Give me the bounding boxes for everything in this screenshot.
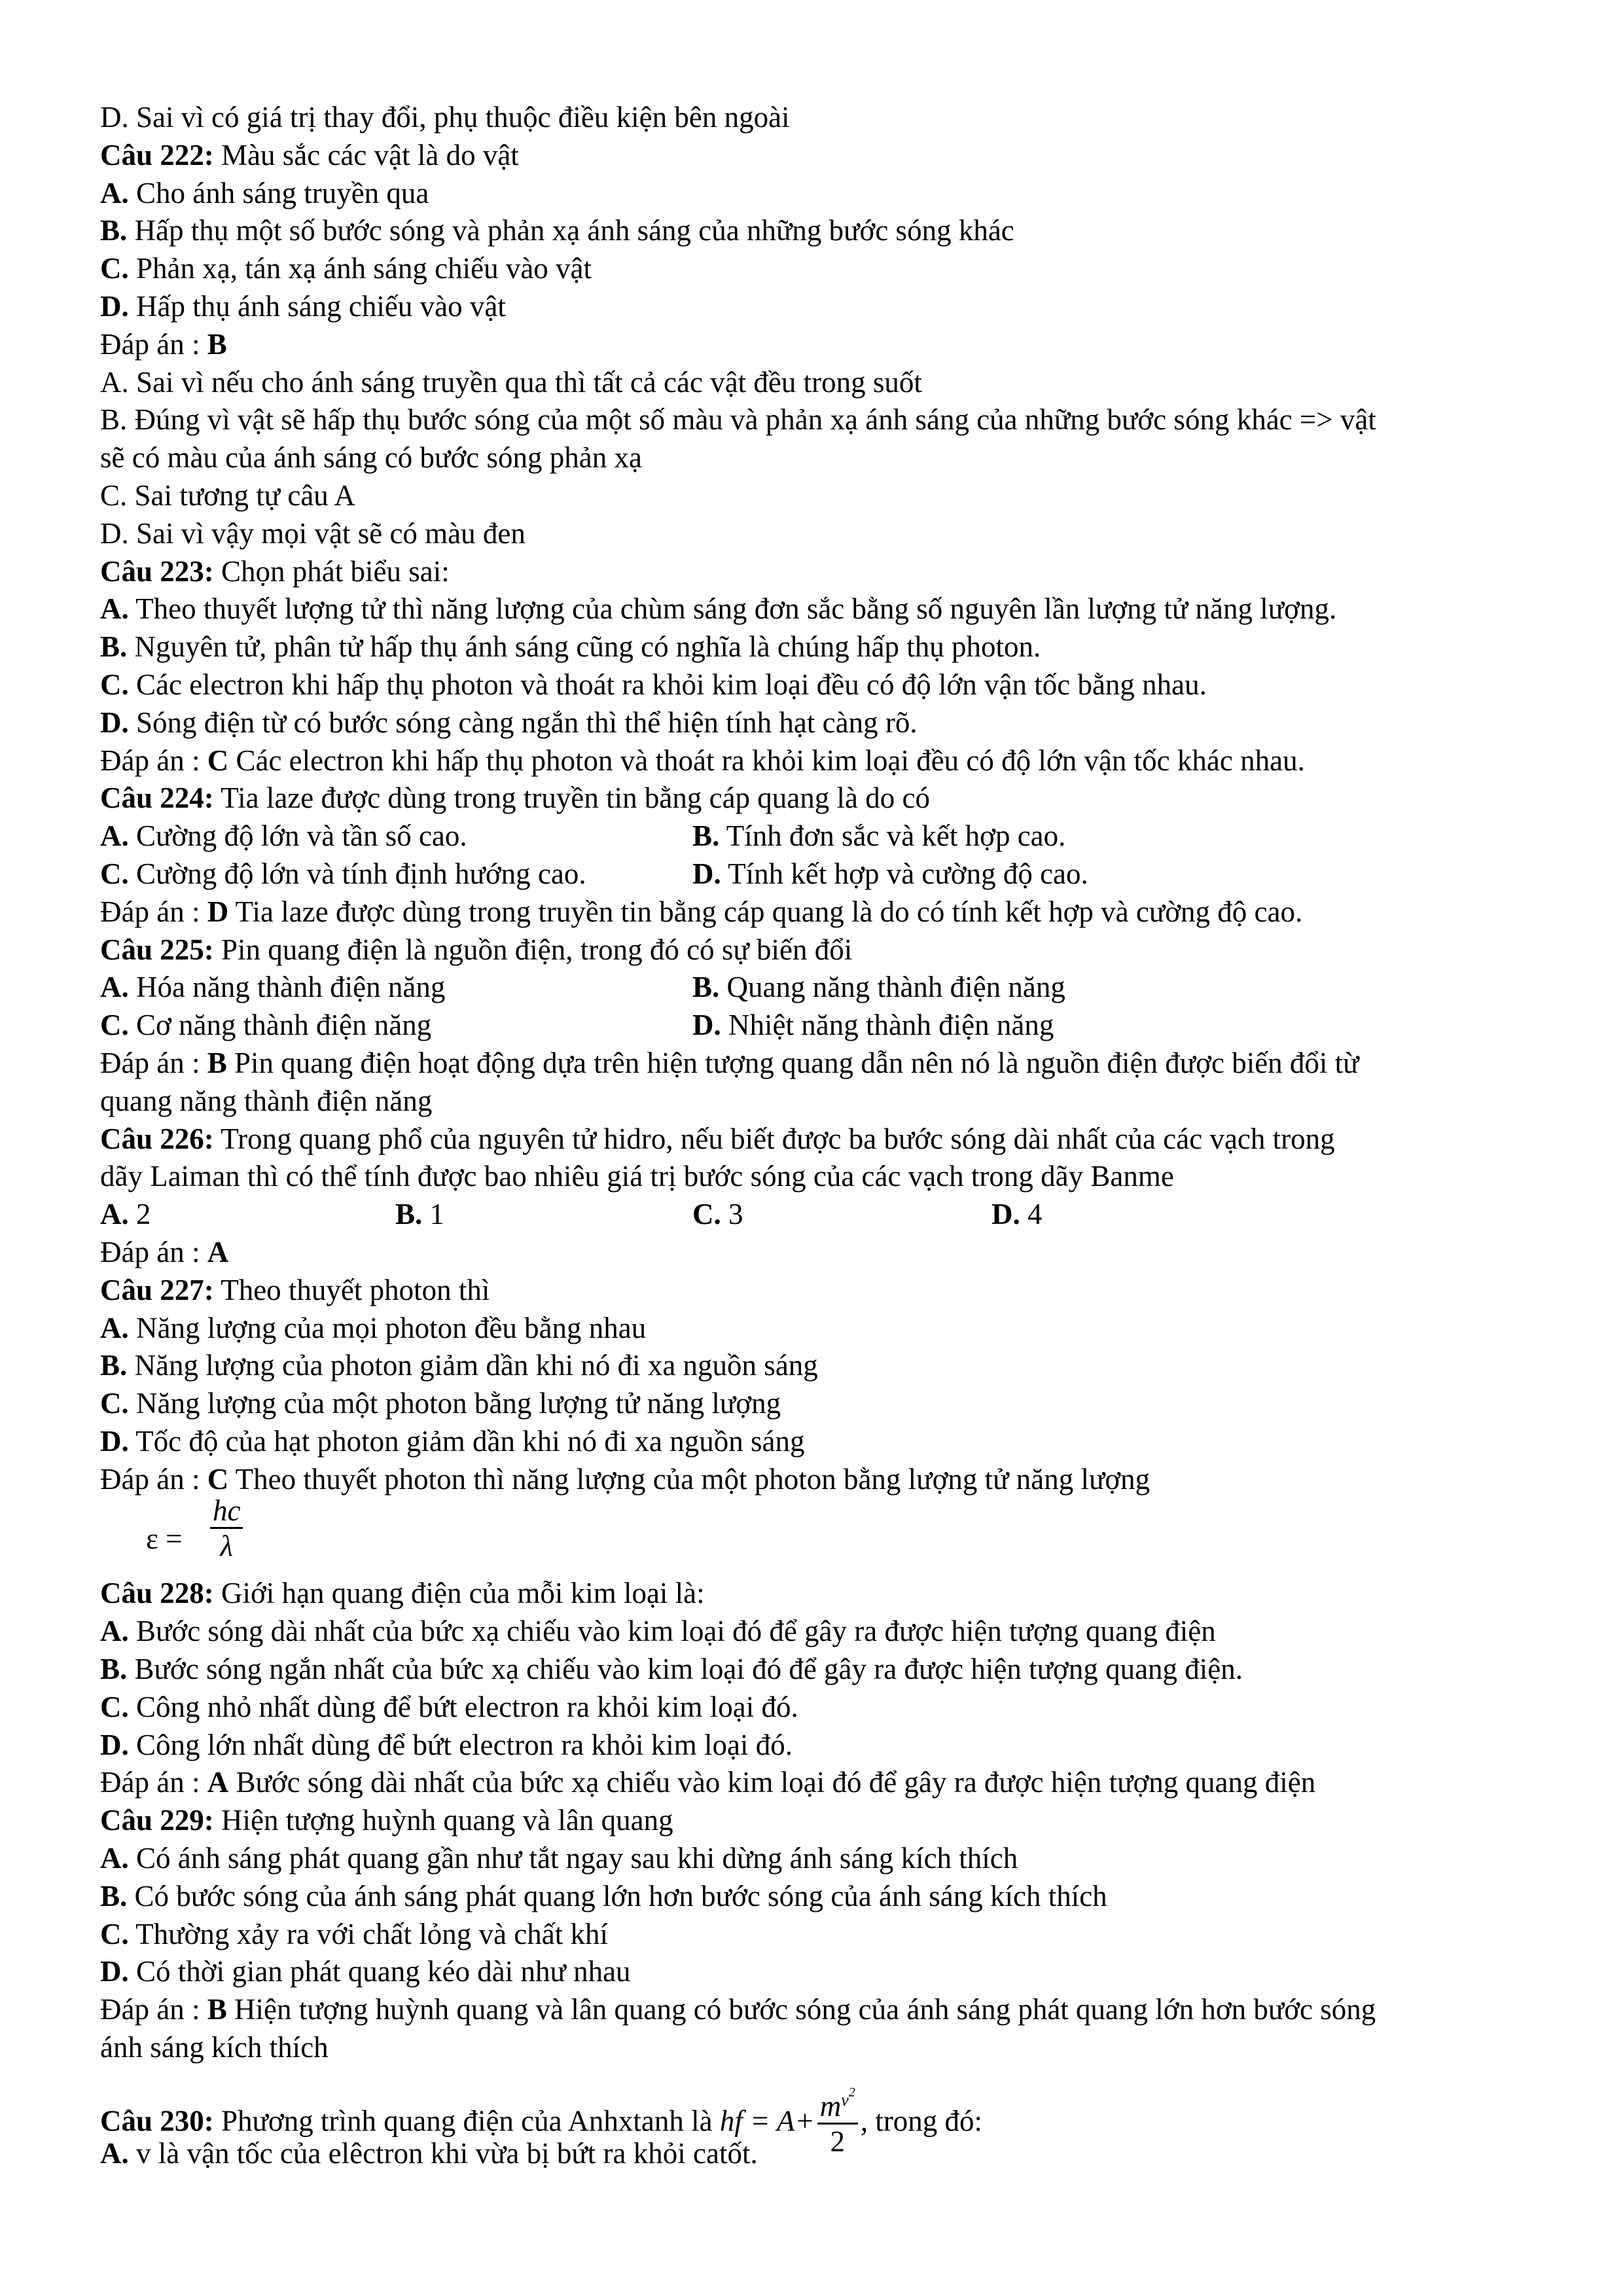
text-line <box>100 1878 1540 1916</box>
text-line <box>100 1121 1540 1158</box>
text-span: 1 <box>422 1198 445 1231</box>
option <box>100 1196 151 1234</box>
bold-label: C. <box>100 1387 129 1420</box>
text-span: Có ánh sáng phát quang gần như tắt ngay sau khi dừng ánh sáng kích thích <box>128 1842 1018 1875</box>
text-span: Quang năng thành điện năng <box>719 971 1065 1004</box>
bold-label: B <box>207 327 227 361</box>
text-line <box>100 439 1540 477</box>
bold-label: C. <box>100 1917 129 1950</box>
option-row <box>100 1007 1540 1045</box>
text-line <box>100 175 1540 213</box>
bold-label: C <box>207 1462 229 1496</box>
text-span: Năng lượng của mọi photon đều bằng nhau <box>128 1311 647 1344</box>
text-span: Theo thuyết photon thì <box>213 1273 490 1306</box>
text-line <box>100 401 1540 439</box>
bold-label: D. <box>100 1424 129 1458</box>
text-line <box>100 477 1540 515</box>
text-span: Cường độ lớn và tính định hướng cao. <box>128 857 586 890</box>
text-span: Công nhỏ nhất dùng để bứt electron ra khỏi kim loại đó. <box>128 1690 798 1723</box>
text-line <box>100 1385 1540 1423</box>
bold-label: B. <box>692 819 720 853</box>
bold-label: A. <box>100 819 129 853</box>
text-line <box>100 1764 1540 1802</box>
denominator: 2 <box>830 2125 846 2158</box>
option-row <box>100 855 1540 893</box>
text-line <box>100 1310 1540 1348</box>
bold-label: C. <box>692 1198 721 1231</box>
text-span: Hấp thụ ánh sáng chiếu vào vật <box>128 289 506 323</box>
text-span: Năng lượng của một photon bằng lượng tử năng lượng <box>128 1387 781 1420</box>
option-row <box>100 817 1540 855</box>
bold-label: D. <box>100 289 129 323</box>
text-span: Đáp án : <box>100 327 207 361</box>
text-span: D. Sai vì vậy mọi vật sẽ có màu đen <box>100 516 526 550</box>
text-line <box>100 590 1540 628</box>
text-span: Đáp án : <box>100 1462 207 1496</box>
option <box>692 817 1065 855</box>
bold-label: Câu 229: <box>100 1804 214 1837</box>
formula-epsilon <box>100 1494 1540 1575</box>
bold-label: Câu 230: <box>100 2104 214 2138</box>
bold-label: Câu 224: <box>100 781 214 815</box>
bold-label: Câu 225: <box>100 933 214 966</box>
text-line <box>100 1234 1540 1272</box>
bold-label: B. <box>395 1198 423 1231</box>
bold-label: Câu 227: <box>100 1273 214 1306</box>
text-span: Giới hạn quang điện của mỗi kim loại là: <box>213 1577 705 1610</box>
text-line <box>100 780 1540 817</box>
text-line <box>100 515 1540 553</box>
text-span: dãy Laiman thì có thể tính được bao nhiêu giá trị bước sóng của các vạch trong dãy Banme <box>100 1160 1174 1193</box>
fraction <box>210 1494 243 1563</box>
text-line <box>100 1840 1540 1878</box>
bold-label: D. <box>692 1009 721 1042</box>
text-span: , trong đó: <box>860 2104 983 2138</box>
text-line <box>100 1916 1540 1954</box>
bold-label: A <box>207 1766 229 1799</box>
text-line <box>100 212 1540 250</box>
text-line <box>100 1347 1540 1385</box>
text-span: Hiện tượng huỳnh quang và lân quang có bước sóng của ánh sáng phát quang lớn hơn bước sóng <box>226 1993 1376 2026</box>
option <box>692 1007 1054 1045</box>
text-span: Thường xảy ra với chất lỏng và chất khí <box>128 1917 608 1950</box>
text-span: Năng lượng của photon giảm dần khi nó đi xa nguồn sáng <box>127 1349 818 1382</box>
bold-label: C. <box>100 1009 129 1042</box>
text-span: Hấp thụ một số bước sóng và phản xạ ánh sáng của những bước sóng khác <box>127 214 1014 247</box>
option <box>991 1196 1043 1234</box>
bold-label: A. <box>100 1198 129 1231</box>
bold-label: D <box>207 895 229 928</box>
option <box>395 1196 444 1234</box>
bold-label: C. <box>100 857 129 890</box>
text-line <box>100 1575 1540 1613</box>
bold-label: B. <box>100 1653 128 1686</box>
text-span: C. Sai tương tự câu A <box>100 478 356 512</box>
text-span: ánh sáng kích thích <box>100 2031 329 2064</box>
text-line <box>100 1045 1540 1083</box>
option <box>692 969 1065 1007</box>
bold-label: Câu 223: <box>100 554 214 588</box>
text-span: Nhiệt năng thành điện năng <box>721 1009 1054 1042</box>
text-span: Theo thuyết lượng tử thì năng lượng của chùm sáng đơn sắc bằng số nguyên lần lượng tử năng lượng. <box>128 592 1337 626</box>
text-line <box>100 1727 1540 1765</box>
text-span: sẽ có màu của ánh sáng có bước sóng phản xạ <box>100 441 642 475</box>
text-line <box>100 250 1540 288</box>
bold-label: D. <box>692 857 721 890</box>
text-span: Bước sóng dài nhất của bức xạ chiếu vào kim loại đó để gây ra được hiện tượng quang điện <box>128 1615 1216 1648</box>
text-span: Tính kết hợp và cường độ cao. <box>721 857 1088 890</box>
text-line <box>100 666 1540 704</box>
text-line <box>100 288 1540 326</box>
text-line <box>100 1272 1540 1310</box>
text-span: Đáp án : <box>100 1993 207 2026</box>
text-span: Các electron khi hấp thụ photon và thoát ra khỏi kim loại đều có độ lớn vận tốc khác nhau. <box>228 744 1305 777</box>
text-span: Công lớn nhất dùng để bứt electron ra khỏi kim loại đó. <box>128 1728 793 1761</box>
bold-label: B <box>207 1046 227 1079</box>
text-line <box>100 628 1540 666</box>
text-span: Đáp án : <box>100 1046 207 1079</box>
text-span: Pin quang điện hoạt động dựa trên hiện tượng quang dẫn nên nó là nguồn điện được biến đổi từ <box>226 1046 1359 1079</box>
bold-label: A. <box>100 176 129 209</box>
text-line <box>100 1423 1540 1461</box>
text-line <box>100 1651 1540 1689</box>
bold-label: A. <box>100 1311 129 1344</box>
text-line <box>100 931 1540 969</box>
text-line <box>100 1689 1540 1727</box>
text-span: Hóa năng thành điện năng <box>128 971 446 1004</box>
text-span: quang năng thành điện năng <box>100 1084 433 1117</box>
text-span: Trong quang phổ của nguyên tử hidro, nếu biết được ba bước sóng dài nhất của các vạch trong <box>213 1122 1335 1155</box>
option <box>100 855 586 893</box>
bold-label: B. <box>100 1879 128 1912</box>
bold-label: A. <box>100 592 129 626</box>
text-line <box>100 1991 1540 2029</box>
text-line <box>100 893 1540 931</box>
superscript-v: v <box>841 2090 849 2109</box>
text-span: 2 <box>128 1198 151 1231</box>
bold-label: D. <box>991 1198 1020 1231</box>
text-span: Có thời gian phát quang kéo dài như nhau <box>128 1955 631 1988</box>
bold-label: A. <box>100 2136 129 2170</box>
text-span: Tính đơn sắc và kết hợp cao. <box>719 819 1066 853</box>
text-line <box>100 1461 1540 1499</box>
text-line <box>100 2135 1540 2173</box>
bold-label: B. <box>100 214 128 247</box>
bold-label: B. <box>100 1349 128 1382</box>
option-row <box>100 1196 1540 1234</box>
text-line <box>100 1613 1540 1651</box>
text-span: 4 <box>1020 1198 1043 1231</box>
option <box>692 855 1088 893</box>
bold-label: C <box>207 744 229 777</box>
bold-label: D. <box>100 1955 129 1988</box>
text-span: Đáp án : <box>100 1235 207 1268</box>
option <box>100 1007 431 1045</box>
text-line <box>100 1158 1540 1196</box>
text-span: Phản xạ, tán xạ ánh sáng chiếu vào vật <box>128 252 592 285</box>
bold-label: D. <box>100 706 129 739</box>
text-span: A. Sai vì nếu cho ánh sáng truyền qua thì tất cả các vật đều trong suốt <box>100 365 922 399</box>
text-span: Tia laze được dùng trong truyền tin bằng cáp quang là do có <box>213 781 930 815</box>
text-span: D. Sai vì có giá trị thay đổi, phụ thuộc điều kiện bên ngoài <box>100 101 790 134</box>
text-span: 3 <box>721 1198 743 1231</box>
text-line <box>100 704 1540 742</box>
option <box>100 817 467 855</box>
text-span: Đáp án : <box>100 1766 207 1799</box>
text-line <box>100 99 1540 137</box>
text-line <box>100 1953 1540 1991</box>
text-span: Bước sóng ngắn nhất của bức xạ chiếu vào kim loại đó để gây ra được hiện tượng quang điện. <box>127 1653 1243 1686</box>
text-span: Phương trình quang điện của Anhxtanh là <box>213 2104 720 2138</box>
bold-label: B <box>207 1993 227 2026</box>
text-span: Màu sắc các vật là do vật <box>213 138 519 171</box>
bold-label: Câu 222: <box>100 138 214 171</box>
bold-label: A. <box>100 1615 129 1648</box>
bold-label: Câu 228: <box>100 1577 214 1610</box>
text-line <box>100 326 1540 364</box>
text-line <box>100 364 1540 402</box>
text-span: Theo thuyết photon thì năng lượng của một photon bằng lượng tử năng lượng <box>228 1462 1150 1496</box>
denominator: λ <box>220 1530 233 1563</box>
option <box>100 969 445 1007</box>
text-span: Pin quang điện là nguồn điện, trong đó có sự biến đổi <box>213 933 853 966</box>
bold-label: A. <box>100 1842 129 1875</box>
text-line <box>100 553 1540 591</box>
text-line <box>100 2029 1540 2067</box>
text-line <box>100 137 1540 175</box>
bold-label: B. <box>100 630 128 664</box>
text-span: Đáp án : <box>100 744 207 777</box>
bold-label: B. <box>692 971 720 1004</box>
bold-label: C. <box>100 252 129 285</box>
numerator <box>817 2084 858 2125</box>
bold-label: Câu 226: <box>100 1122 214 1155</box>
text-span: Chọn phát biểu sai: <box>213 554 450 588</box>
text-span: Có bước sóng của ánh sáng phát quang lớn hơn bước sóng của ánh sáng kích thích <box>127 1879 1107 1912</box>
text-span: Cơ năng thành điện năng <box>128 1009 432 1042</box>
text-span: v là vận tốc của elêctron khi vừa bị bứt ra khỏi catốt. <box>128 2136 758 2170</box>
bold-label: C. <box>100 668 129 701</box>
option <box>692 1196 743 1234</box>
text-span: Các electron khi hấp thụ photon và thoát ra khỏi kim loại đều có độ lớn vận tốc bằng nhau. <box>128 668 1207 701</box>
text-span: B. Đúng vì vật sẽ hấp thụ bước sóng của một số màu và phản xạ ánh sáng của những bước sóng khác => vật <box>100 403 1376 437</box>
text-line <box>100 1802 1540 1840</box>
text-span: Hiện tượng huỳnh quang và lân quang <box>213 1804 673 1837</box>
text-span: Bước sóng dài nhất của bức xạ chiếu vào kim loại đó để gây ra được hiện tượng quang điện <box>228 1766 1316 1799</box>
text-span: Tia laze được dùng trong truyền tin bằng cáp quang là do có tính kết hợp và cường độ cao. <box>228 895 1303 928</box>
option-row <box>100 969 1540 1007</box>
text-span: Nguyên tử, phân tử hấp thụ ánh sáng cũng có nghĩa là chúng hấp thụ photon. <box>127 630 1041 664</box>
text-line <box>100 742 1540 780</box>
text-span: Sóng điện từ có bước sóng càng ngắn thì thể hiện tính hạt càng rõ. <box>128 706 918 739</box>
text-span: Cho ánh sáng truyền qua <box>128 176 429 209</box>
formula-lhs: hf = A+ <box>719 2104 815 2138</box>
bold-label: D. <box>100 1728 129 1761</box>
bold-label: A. <box>100 971 129 1004</box>
formula-lhs: ε = <box>146 1522 183 1556</box>
document-page <box>100 99 1540 2173</box>
numerator-m: m <box>819 2089 842 2123</box>
text-line <box>100 1083 1540 1121</box>
bold-label: A <box>207 1235 229 1268</box>
bold-label: C. <box>100 1690 129 1723</box>
text-span: Tốc độ của hạt photon giảm dần khi nó đi xa nguồn sáng <box>128 1424 805 1458</box>
text-span: Đáp án : <box>100 895 207 928</box>
text-span: Cường độ lớn và tần số cao. <box>128 819 467 853</box>
numerator: hc <box>210 1494 243 1529</box>
superscript-2: 2 <box>848 2085 855 2100</box>
